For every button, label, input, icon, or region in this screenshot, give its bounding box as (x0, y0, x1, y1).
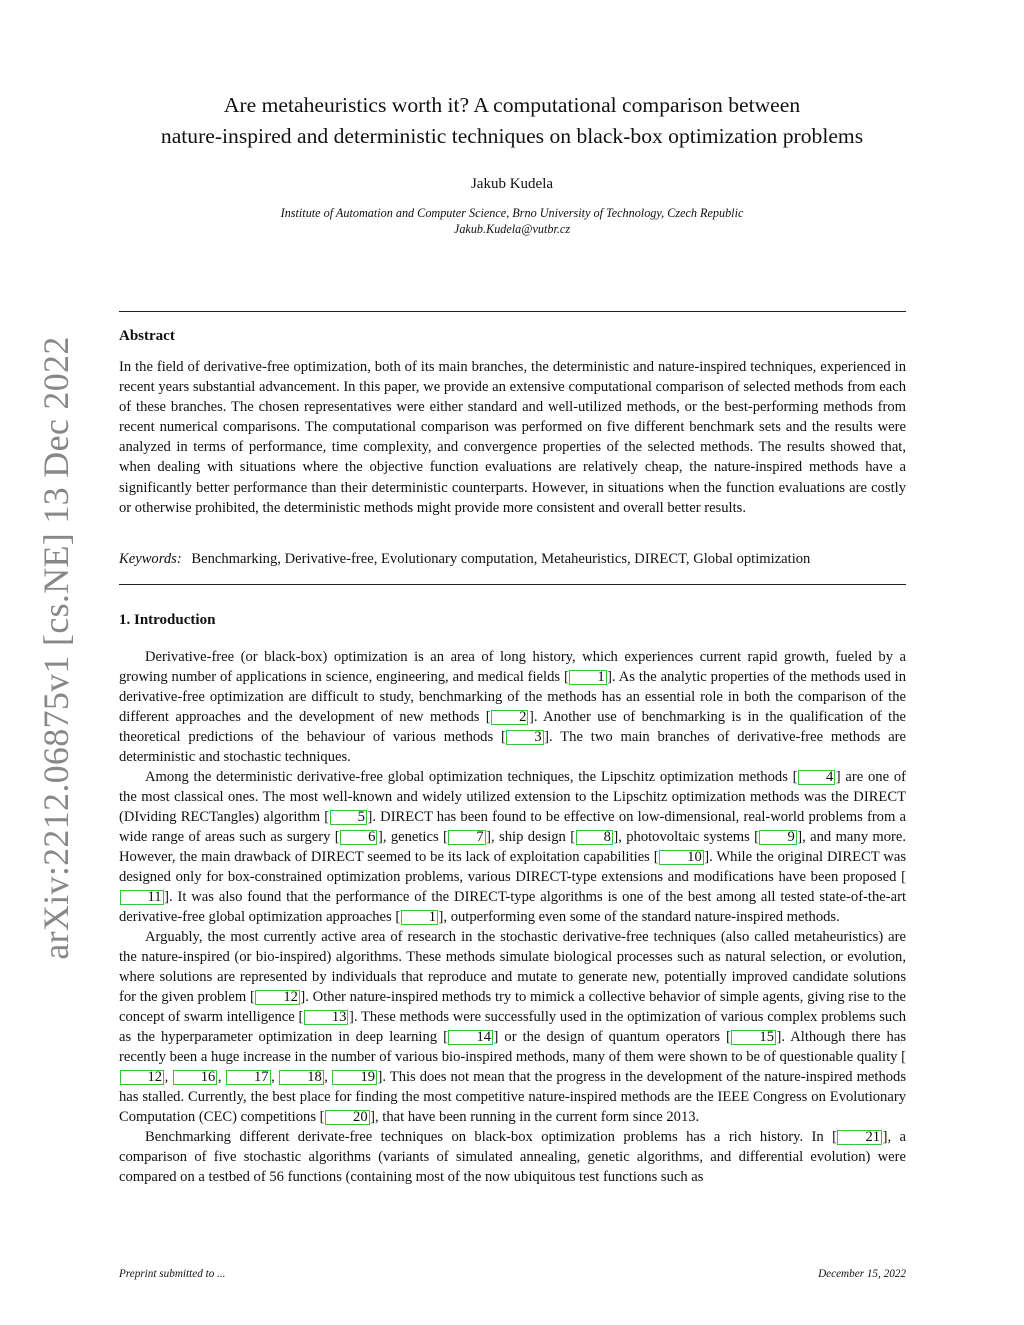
keywords-line (119, 549, 906, 569)
text-run: . Although there has recently been a huge increase in the number of various bio-inspired methods, many of them were shown to be of questionable quality (119, 1029, 906, 1065)
text-run: , (271, 1069, 279, 1085)
keywords-text: Benchmarking, Derivative-free, Evolutionary computation, Metaheuristics, DIRECT, Global optimization (191, 551, 811, 567)
citation-link[interactable]: 19 (332, 1070, 377, 1085)
citation-link[interactable]: 14 (448, 1030, 493, 1045)
text-run: . These methods were successfully used in the optimization of various complex problems such as the hyperparameter optimization in deep learning (119, 1009, 907, 1045)
citation-link[interactable]: 21 (837, 1130, 882, 1145)
paragraph-4: Benchmarking different derivate-free techniques on black-box optimization problems has a rich history. In [ 21 ], a comparison of five stochastic algorithms (variants of simulated annealing, genetic algorithms, and differential evolution) were compared on a testbed of 56 functions (containing most of the now ubiquitous test functions such as (119, 1129, 906, 1185)
author-email: Jakub.Kudela@vutbr.cz (453, 222, 571, 236)
paper-title (100, 90, 924, 152)
text-run: , (217, 1069, 226, 1085)
text-run: or the design of quantum operators (498, 1029, 727, 1045)
citation-link[interactable]: 17 (226, 1070, 271, 1085)
bottom-rule (119, 584, 906, 585)
citation-link[interactable]: 12 (255, 990, 300, 1005)
text-run: , (324, 1069, 332, 1085)
citation-link[interactable]: 1 (569, 670, 606, 685)
citation-link[interactable]: 20 (325, 1110, 370, 1125)
text-run: , (164, 1069, 173, 1085)
citation-link[interactable]: 10 (659, 850, 704, 865)
footer-date: December 15, 2022 (818, 1268, 906, 1280)
text-run: . Another use of benchmarking is in the qualification of the theoretical predictions of the behaviour of various methods (119, 709, 906, 745)
text-run: . As the analytic properties of the methods used in derivative-free optimization are difficult to study, benchmarking of the methods has an essential role in both the comparison of the different approaches and the development of new methods (119, 669, 907, 725)
text-run: Benchmarking different derivate-free techniques on black-box optimization problems has a rich history. In (145, 1129, 833, 1145)
text-run: Among the deterministic derivative-free global optimization techniques, the Lipschitz optimization methods (145, 769, 793, 785)
paragraph-1: Derivative-free (or black-box) optimization is an area of long history, which experiences current rapid growth, fueled by a growing number of applications in science, engineering, and medical fields [ 1 ]. As the analytic properties of the methods used in derivative-free optimization are difficult to study, benchmarking of the methods has an essential role in both the comparison of the different approaches and the development of new methods [ 2 ]. Another use of benchmarking is in the qualification of the theoretical predictions of the behaviour of various methods [ 3 ]. The two main branches of derivative-free methods are deterministic and stochastic techniques. (119, 649, 907, 765)
paragraph-2: Among the deterministic derivative-free global optimization techniques, the Lipschitz optimization methods [ 4 ] are one of the most classical ones. The most well-known and widely utilized extension to the Lipschitz optimization methods was the DIRECT (DIviding RECTangles) algorithm [ 5 ]. DIRECT has been found to be effective on low-dimensional, real-world problems from a wide range of areas such as surgery [ 6 ], genetics [ 7 ], ship design [ 8 ], photovoltaic systems [ 9 ], and many more. However, the main drawback of DIRECT seemed to be its lack of exploitation capabilities [ 10 ]. While the original DIRECT was designed only for box-constrained optimization problems, various DIRECT-type extensions and modifications have been proposed [11 ]. It was also found that the performance of the DIRECT-type algorithms is one of the best among all tested state-of-the-art derivative-free global optimization approaches [ 1 ], outperforming even some of the standard nature-inspired methods. (119, 769, 906, 925)
text-run: Arguably, the most currently active area of research in the stochastic derivative-free techniques (also called metaheuristics) are the nature-inspired (or bio-inspired) algorithms. These methods simulate biological processes such as natural selection, or evolution, where solutions are represented by individuals that reproduce and mutate to generate new, potentially improved candidate solutions for the given problem (119, 929, 906, 1005)
abstract-heading: Abstract (119, 328, 175, 344)
citation-link[interactable]: 16 (173, 1070, 218, 1085)
citation-link[interactable]: 4 (798, 770, 835, 785)
introduction-body (119, 647, 906, 1187)
top-rule (119, 311, 906, 312)
text-run: . Other nature-inspired methods try to mimick a collective behavior of simple agents, giving rise to the concept of swarm intelligence (119, 989, 907, 1025)
citation-link[interactable]: 8 (576, 830, 613, 845)
footer-preprint-note: Preprint submitted to ... (119, 1268, 226, 1280)
text-run: , ship design (491, 829, 571, 845)
text-run: , photovoltaic systems (618, 829, 755, 845)
arxiv-identifier-sidebar: arXiv:2212.06875v1 [cs.NE] 13 Dec 2022 (36, 336, 76, 960)
text-run: . The two main branches of derivative-free methods are deterministic and stochastic techniques. (119, 729, 907, 765)
title-line-2: nature-inspired and deterministic techniques on black-box optimization problems (160, 124, 864, 148)
citation-link[interactable]: 7 (448, 830, 485, 845)
citation-link[interactable]: 2 (491, 710, 528, 725)
affiliation: Institute of Automation and Computer Science, Brno University of Technology, Czech Republic (280, 206, 744, 220)
citation-link[interactable]: 9 (759, 830, 796, 845)
citation-link[interactable]: 15 (731, 1030, 776, 1045)
citation-link[interactable]: 5 (330, 810, 367, 825)
title-line-1: Are metaheuristics worth it? A computational comparison between (223, 93, 801, 117)
text-run: , genetics (382, 829, 443, 845)
text-run: , outperforming even some of the standard nature-inspired methods. (443, 909, 840, 925)
text-run: , a comparison of five stochastic algorithms (variants of simulated annealing, genetic algorithms, and differential evolution) were compared on a testbed of 56 functions (containing most of the now ubiquitous test functions such as (119, 1129, 906, 1185)
text-run: . While the original DIRECT was designed only for box-constrained optimization problems, various DIRECT-type extensions and modifications have been proposed (119, 849, 906, 885)
keywords-label: Keywords: (119, 551, 182, 567)
text-run: Derivative-free (or black-box) optimization is an area of long history, which experiences current rapid growth, fueled by a growing number of applications in science, engineering, and medical fields (119, 649, 906, 685)
text-run: . DIRECT has been found to be effective on low-dimensional, real-world problems from a wide range of areas such as surgery (119, 809, 906, 845)
section-heading-introduction: 1. Introduction (119, 612, 216, 628)
citation-link[interactable]: 6 (340, 830, 377, 845)
text-run: , and many more. However, the main drawback of DIRECT seemed to be its lack of exploitation capabilities (119, 829, 906, 865)
text-run: , that have been running in the current form since 2013. (375, 1109, 700, 1125)
abstract-text: In the field of derivative-free optimization, both of its main branches, the deterministic and nature-inspired techniques, experienced in recent years substantial advancement. In this paper, we provide an extensive computational comparison of selected methods from each of these branches. The chosen representatives were either standard and well-utilized methods, or the best-performing methods from recent numerical comparisons. The computational comparison was performed on five different benchmark sets and the results were analyzed in terms of performance, time complexity, and convergence properties of the selected methods. The results showed that, when dealing with situations where the objective function evaluations are relatively cheap, the nature-inspired methods have a significantly better performance than their deterministic counterparts. However, in situations when the function evaluations are costly or otherwise prohibited, the deterministic methods might provide more consistent and overall better results. (119, 359, 906, 516)
text-run: are one of the most classical ones. The most well-known and widely utilized extension to the Lipschitz optimization methods was the DIRECT (DIviding RECTangles) algorithm (119, 769, 906, 825)
citation-link[interactable]: 18 (279, 1070, 324, 1085)
text-run: . This does not mean that the progress in the development of the nature-inspired methods has stalled. Currently, the best place for finding the most competitive nature-inspired methods are the IEEE Congress on Evolutionary Computation (CEC) competitions (119, 1069, 907, 1125)
text-run: . It was also found that the performance of the DIRECT-type algorithms is one of the best among all tested state-of-the-art derivative-free global optimization approaches (119, 889, 906, 925)
citation-link[interactable]: 3 (506, 730, 543, 745)
citation-link[interactable]: 1 (401, 910, 438, 925)
citation-link[interactable]: 11 (120, 890, 164, 905)
author-name: Jakub Kudela (470, 176, 554, 192)
paragraph-3: Arguably, the most currently active area of research in the stochastic derivative-free techniques (also called metaheuristics) are the nature-inspired (or bio-inspired) algorithms. These methods simulate biological processes such as natural selection, or evolution, where solutions are represented by individuals that reproduce and mutate to generate new, potentially improved candidate solutions for the given problem [ 12 ]. Other nature-inspired methods try to mimick a collective behavior of simple agents, giving rise to the concept of swarm intelligence [ 13 ]. These methods were successfully used in the optimization of various complex problems such as the hyperparameter optimization in deep learning [ 14 ] or the design of quantum operators [ 15 ]. Although there has recently been a huge increase in the number of various bio-inspired methods, many of them were shown to be of questionable quality [12 , 16 , 17 , 18 , 19 ]. This does not mean that the progress in the development of the nature-inspired methods has stalled. Currently, the best place for finding the most competitive nature-inspired methods are the IEEE Congress on Evolutionary Computation (CEC) competitions [ 20 ], that have been running in the current form since 2013. (119, 929, 907, 1125)
citation-link[interactable]: 12 (120, 1070, 165, 1085)
affiliation-block (0, 205, 1024, 237)
citation-link[interactable]: 13 (304, 1010, 349, 1025)
